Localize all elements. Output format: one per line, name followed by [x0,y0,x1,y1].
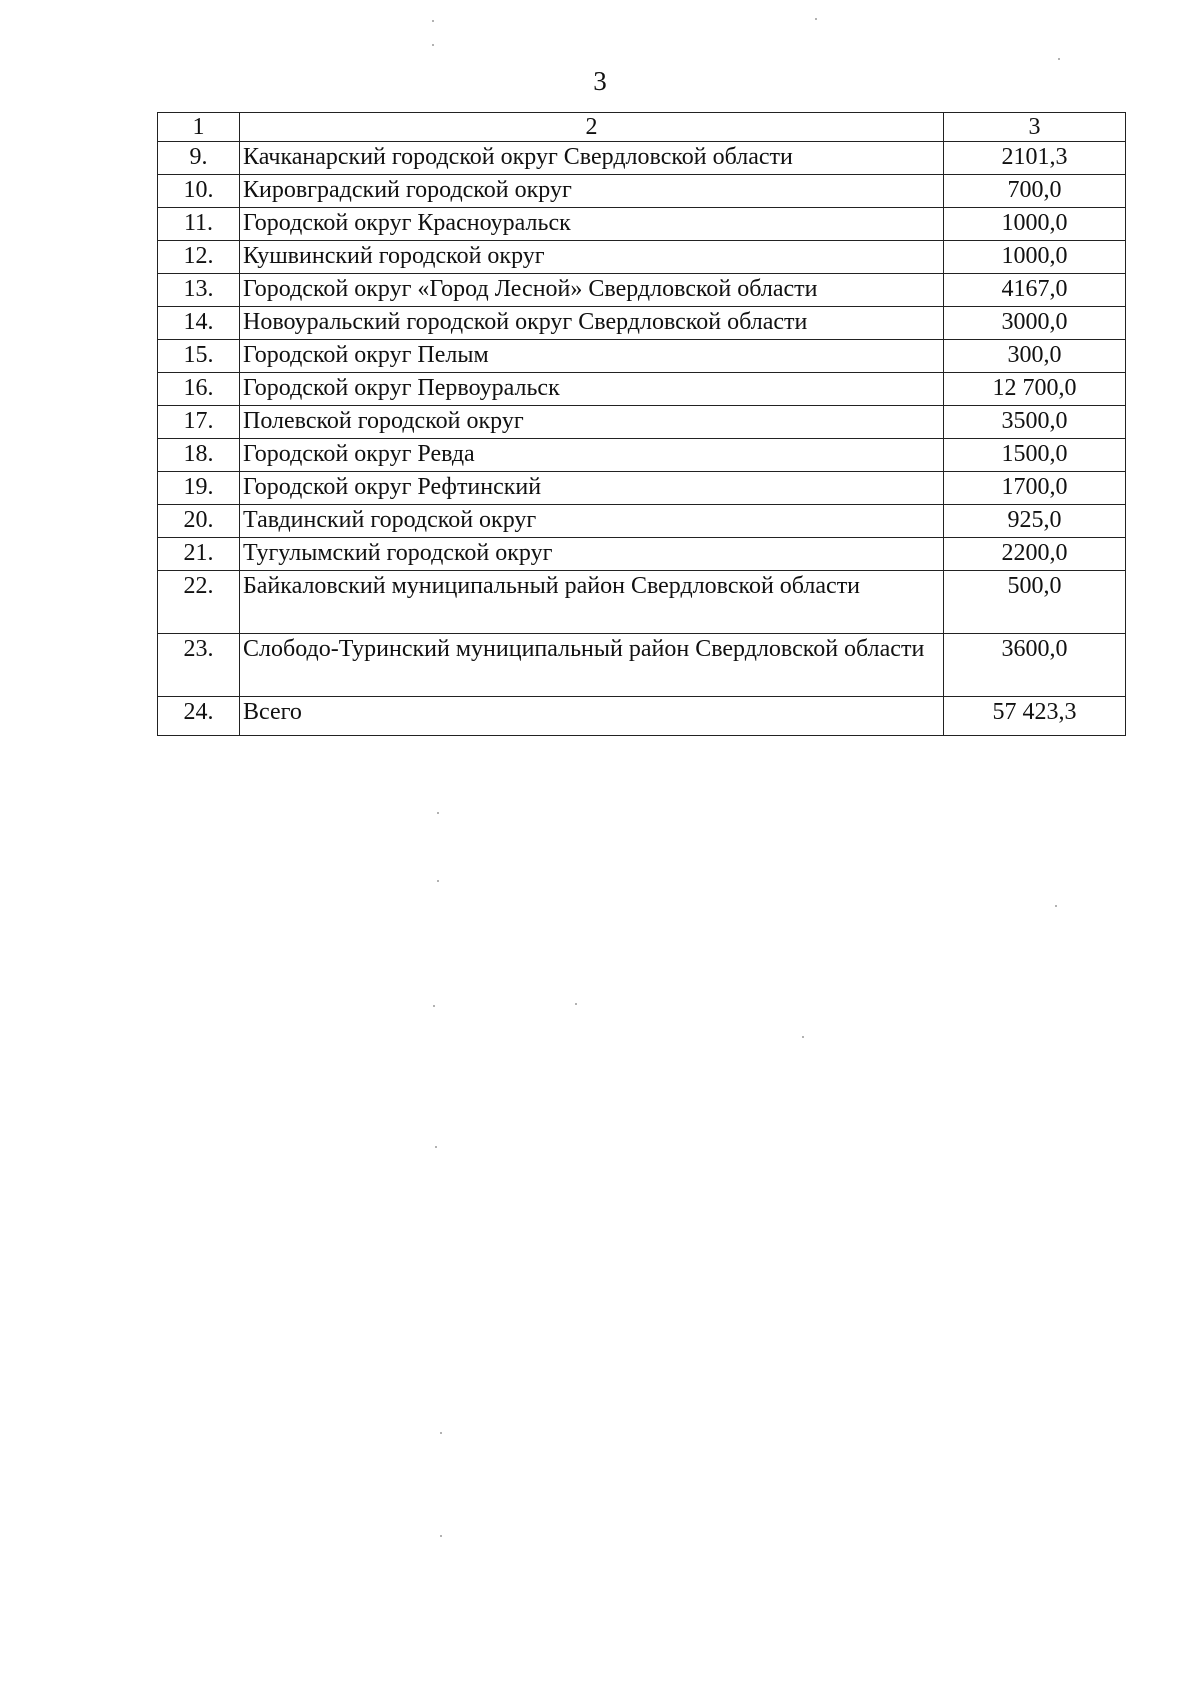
amount-value: 500,0 [944,571,1126,634]
total-value: 57 423,3 [944,697,1126,736]
row-number: 11. [158,208,240,241]
municipality-name: Полевской городской округ [240,406,944,439]
table-row [158,538,1126,571]
table-row [158,274,1126,307]
municipality-name: Тавдинский городской округ [240,505,944,538]
municipality-name: Городской округ Пелым [240,340,944,373]
amount-value: 2101,3 [944,142,1126,175]
amount-value: 300,0 [944,340,1126,373]
table-row [158,439,1126,472]
amount-value: 1700,0 [944,472,1126,505]
table-row [158,307,1126,340]
amount-value: 12 700,0 [944,373,1126,406]
scan-artifact [437,880,439,882]
amount-value: 1000,0 [944,208,1126,241]
municipality-name: Кушвинский городской округ [240,241,944,274]
table-total-row [158,697,1126,736]
row-number: 16. [158,373,240,406]
row-number: 22. [158,571,240,634]
header-col-3: 3 [944,113,1126,142]
amount-value: 3500,0 [944,406,1126,439]
allocation-table [157,112,1126,736]
scan-artifact [435,1146,437,1148]
row-number: 15. [158,340,240,373]
table-row [158,373,1126,406]
table-row [158,571,1126,634]
scan-artifact [1058,58,1060,60]
page-number: 3 [593,66,607,96]
municipality-name: Городской округ Рефтинский [240,472,944,505]
municipality-name: Качканарский городской округ Свердловской области [240,142,944,175]
table-header-row [158,113,1126,142]
scan-artifact [433,1005,435,1007]
scan-artifact [432,44,434,46]
row-number: 17. [158,406,240,439]
table-row [158,406,1126,439]
table-row [158,175,1126,208]
header-col-1: 1 [158,113,240,142]
scan-artifact [802,1036,804,1038]
table-row [158,634,1126,697]
row-number: 9. [158,142,240,175]
table-row [158,241,1126,274]
amount-value: 925,0 [944,505,1126,538]
table-row [158,505,1126,538]
amount-value: 1000,0 [944,241,1126,274]
amount-value: 3600,0 [944,634,1126,697]
row-number: 10. [158,175,240,208]
row-number: 13. [158,274,240,307]
municipality-name: Кировградский городской округ [240,175,944,208]
amount-value: 2200,0 [944,538,1126,571]
row-number: 12. [158,241,240,274]
amount-value: 3000,0 [944,307,1126,340]
scan-artifact [440,1535,442,1537]
scan-artifact [437,812,439,814]
header-col-2: 2 [240,113,944,142]
table-row [158,142,1126,175]
scan-artifact [432,20,434,22]
amount-value: 4167,0 [944,274,1126,307]
table-row [158,472,1126,505]
total-label: Всего [240,697,944,736]
row-number: 24. [158,697,240,736]
scan-artifact [1055,905,1057,907]
scan-artifact [575,1003,577,1005]
municipality-name: Городской округ «Город Лесной» Свердловской области [240,274,944,307]
municipality-name: Городской округ Первоуральск [240,373,944,406]
scan-artifact [815,18,817,20]
table-row [158,208,1126,241]
row-number: 21. [158,538,240,571]
row-number: 14. [158,307,240,340]
amount-value: 700,0 [944,175,1126,208]
table-row [158,340,1126,373]
municipality-name: Байкаловский муниципальный район Свердловской области [240,571,944,634]
municipality-name: Слободо-Туринский муниципальный район Свердловской области [240,634,944,697]
scan-artifact [440,1432,442,1434]
row-number: 18. [158,439,240,472]
municipality-name: Городской округ Ревда [240,439,944,472]
municipality-name: Новоуральский городской округ Свердловской области [240,307,944,340]
amount-value: 1500,0 [944,439,1126,472]
row-number: 19. [158,472,240,505]
municipality-name: Тугулымский городской округ [240,538,944,571]
row-number: 23. [158,634,240,697]
row-number: 20. [158,505,240,538]
municipality-name: Городской округ Красноуральск [240,208,944,241]
